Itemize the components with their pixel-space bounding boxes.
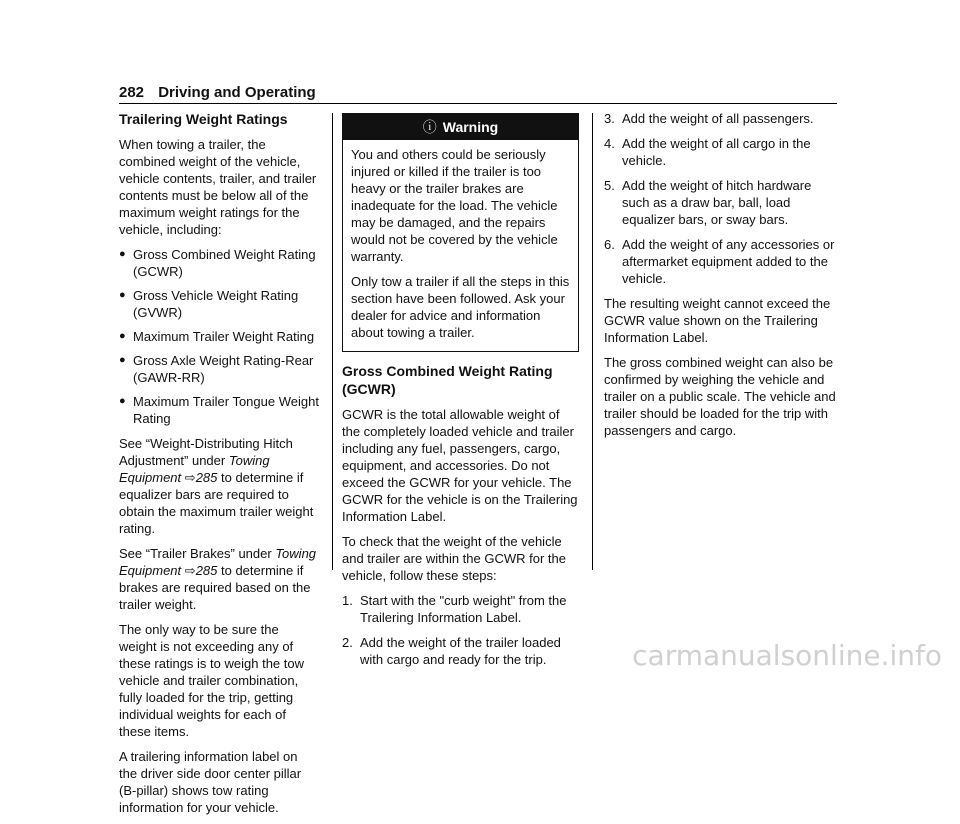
hitch-paragraph: See “Weight-Distributing Hitch Adjustment” under Towing Equipment ⇨285 to determine if equalizer bars are required to obtain the maximum trailer weight rating. xyxy=(119,436,314,536)
page-ref-link[interactable]: 285 xyxy=(195,563,218,578)
left-column xyxy=(119,110,319,824)
page-ref-link[interactable]: 285 xyxy=(195,470,218,485)
bullet-icon: ● xyxy=(119,330,126,342)
page-ref-arrow-icon: ⇨ xyxy=(184,470,196,485)
label-paragraph: A trailering information label on the driver side door center pillar (B-pillar) shows tow rating information for your vehicle. xyxy=(119,749,302,815)
list-item: 5. Add the weight of hitch hardware such as a draw bar, ball, load equalizer bars, or sway bars. xyxy=(604,178,812,227)
warning-text: You and others could be seriously injured or killed if the trailer is too heavy or the trailer brakes are inadequate for the load. The vehicle may be damaged, and the repairs would not be covered by the vehicle warranty. xyxy=(351,147,558,264)
watermark: carmanualsonline.info xyxy=(632,639,942,672)
brakes-paragraph: See “Trailer Brakes” under Towing Equipment ⇨285 to determine if brakes are required based on the trailer weight. xyxy=(119,546,317,612)
page-ref-arrow-icon: ⇨ xyxy=(184,563,196,578)
section-title: Driving and Operating xyxy=(158,84,316,101)
result-paragraph: The resulting weight cannot exceed the GCWR value shown on the Trailering Information Label. xyxy=(604,296,831,345)
gcwr-paragraph: GCWR is the total allowable weight of the completely loaded vehicle and trailer including any fuel, passengers, cargo, equipment, and accessories. Do not exceed the GCWR for your vehicle. The GCWR for the vehicle is on the Trailering Information Label. xyxy=(342,407,578,524)
steps-intro: To check that the weight of the vehicle and trailer are within the GCWR for the vehicle, follow these steps: xyxy=(342,534,566,583)
column-divider xyxy=(592,113,593,570)
column-divider xyxy=(332,113,333,570)
list-item: 4. Add the weight of all cargo in the vehicle. xyxy=(604,136,811,168)
list-item: ● Gross Axle Weight Rating-Rear (GAWR-RR) xyxy=(119,353,314,385)
list-item: ● Gross Vehicle Weight Rating (GVWR) xyxy=(119,288,299,320)
trailering-weight-ratings-heading: Trailering Weight Ratings xyxy=(119,111,288,127)
warning-title: Warning xyxy=(442,119,499,135)
list-item: 2. Add the weight of the trailer loaded with cargo and ready for the trip. xyxy=(342,635,561,667)
list-item: ● Maximum Trailer Tongue Weight Rating xyxy=(119,394,319,426)
bullet-icon: ● xyxy=(119,289,126,301)
gcwr-heading: Gross Combined Weight Rating (GCWR) xyxy=(342,363,553,397)
warning-text: Only tow a trailer if all the steps in this section have been followed. Ask your dealer for advice and information about towing a trailer. xyxy=(351,274,570,340)
list-item: 6. Add the weight of any accessories or aftermarket equipment added to the vehicle. xyxy=(604,237,835,286)
warning-header xyxy=(343,114,578,140)
middle-column xyxy=(342,113,579,676)
warning-icon: ⓘ xyxy=(422,119,437,135)
bullet-icon: ● xyxy=(119,248,126,260)
steps-list xyxy=(342,592,579,668)
steps-list xyxy=(604,110,836,287)
list-item: ● Gross Combined Weight Rating (GCWR) xyxy=(119,247,316,279)
only-way-paragraph: The only way to be sure the weight is not exceeding any of these ratings is to weigh the tow vehicle and trailer combination, fully loaded for the trip, getting individual weights for each of these items. xyxy=(119,622,304,739)
page-header xyxy=(119,84,316,101)
page-number: 282 xyxy=(119,84,145,101)
right-column xyxy=(604,110,836,447)
intro-paragraph: When towing a trailer, the combined weight of the vehicle, vehicle contents, trailer, and trailer contents must be below all of the maximum weight ratings for the vehicle, including: xyxy=(119,137,317,237)
towing-equipment-link[interactable]: Towing Equipment xyxy=(119,453,270,485)
list-item: ● Maximum Trailer Weight Rating xyxy=(119,329,315,344)
header-rule xyxy=(119,103,837,104)
scale-paragraph: The gross combined weight can also be confirmed by weighing the vehicle and trailer on a public scale. The vehicle and trailer should be loaded for the trip with passengers and cargo. xyxy=(604,355,836,438)
towing-equipment-link[interactable]: Towing Equipment xyxy=(119,546,317,578)
warning-box xyxy=(342,113,579,352)
warning-body xyxy=(343,140,578,351)
list-item: 1. Start with the "curb weight" from the Trailering Information Label. xyxy=(342,593,567,625)
list-item: 3. Add the weight of all passengers. xyxy=(604,111,814,126)
ratings-list xyxy=(119,246,319,427)
bullet-icon: ● xyxy=(119,354,126,366)
bullet-icon: ● xyxy=(119,395,126,407)
